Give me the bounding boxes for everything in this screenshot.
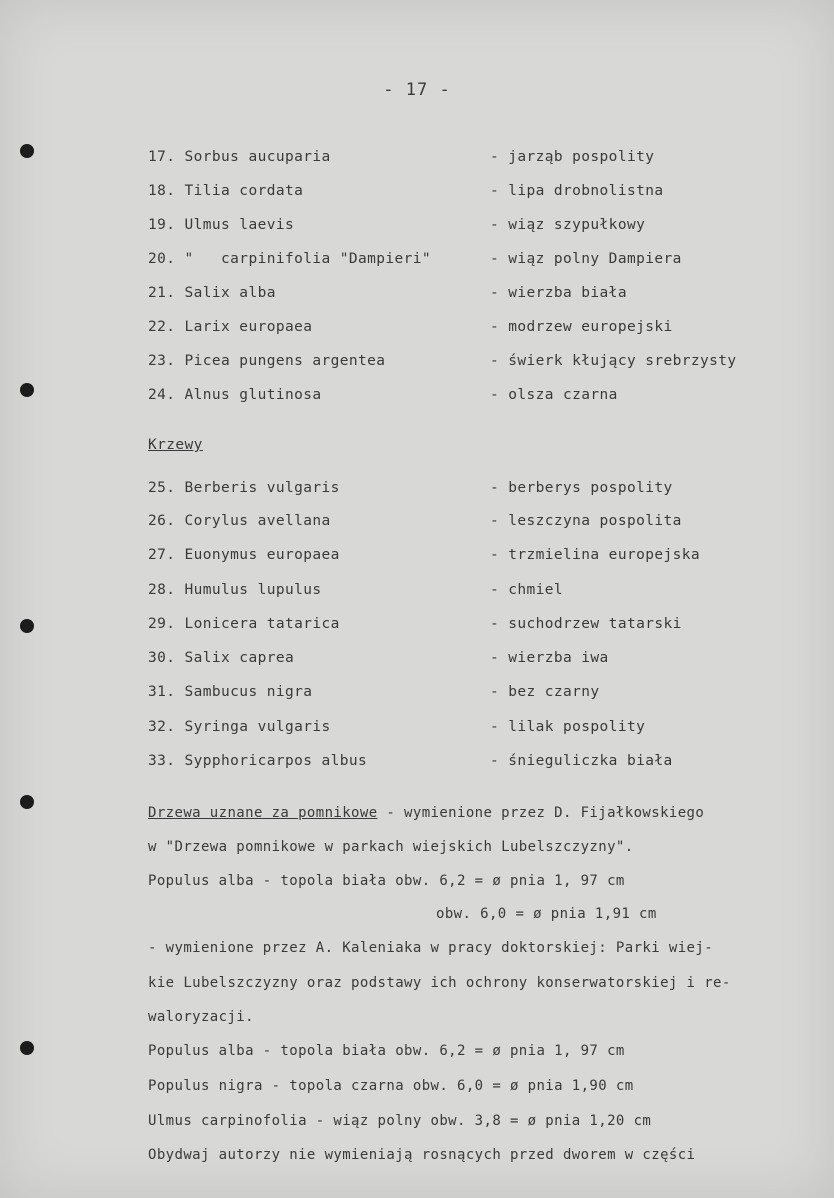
polish-name: - śnieguliczka biała xyxy=(490,753,673,769)
paragraph-line: Populus alba - topola biała obw. 6,2 = ø pnia 1, 97 cm xyxy=(148,1043,625,1059)
item-number: 17. xyxy=(148,149,176,165)
polish-name: - lilak pospolity xyxy=(490,719,646,735)
punch-hole xyxy=(20,1041,34,1055)
polish-name: - wiąz szypułkowy xyxy=(490,217,646,233)
item-number: 31. xyxy=(148,684,176,700)
latin-name: Sypphoricarpos albus xyxy=(184,753,368,769)
item-number: 20. xyxy=(148,251,176,267)
polish-name: - leszczyna pospolita xyxy=(490,513,682,529)
latin-name: Salix caprea xyxy=(184,650,295,666)
polish-name: - bez czarny xyxy=(490,684,600,700)
polish-name: - wiąz polny Dampiera xyxy=(490,251,682,267)
polish-name: - trzmielina europejska xyxy=(490,547,700,563)
polish-name: - jarząb pospolity xyxy=(490,149,655,165)
polish-name: - świerk kłujący srebrzysty xyxy=(490,353,737,369)
latin-name: Salix alba xyxy=(184,285,276,301)
polish-name: - suchodrzew tatarski xyxy=(490,616,682,632)
item-number: 18. xyxy=(148,183,176,199)
item-number: 27. xyxy=(148,547,176,563)
latin-name: Humulus lupulus xyxy=(184,582,322,598)
item-number: 26. xyxy=(148,513,176,529)
latin-name: Corylus avellana xyxy=(184,513,331,529)
latin-name: Alnus glutinosa xyxy=(184,387,322,403)
item-number: 24. xyxy=(148,387,176,403)
item-number: 32. xyxy=(148,719,176,735)
paragraph-line xyxy=(148,805,704,821)
item-number: 28. xyxy=(148,582,176,598)
section-heading-shrubs: Krzewy xyxy=(148,437,203,453)
item-number: 29. xyxy=(148,616,176,632)
paragraph-line: - wymienione przez A. Kaleniaka w pracy doktorskiej: Parki wiej- xyxy=(148,940,714,956)
item-number: 22. xyxy=(148,319,176,335)
paragraph-line: waloryzacji. xyxy=(148,1009,254,1025)
polish-name: - modrzew europejski xyxy=(490,319,673,335)
punch-hole xyxy=(20,383,34,397)
latin-name: Sambucus nigra xyxy=(184,684,313,700)
paragraph-line: obw. 6,0 = ø pnia 1,91 cm xyxy=(436,906,657,922)
item-number: 23. xyxy=(148,353,176,369)
item-number: 30. xyxy=(148,650,176,666)
punch-hole xyxy=(20,795,34,809)
item-number: 19. xyxy=(148,217,176,233)
punch-hole xyxy=(20,619,34,633)
latin-name: Euonymus europaea xyxy=(184,547,340,563)
latin-name: Larix europaea xyxy=(184,319,313,335)
latin-name: Picea pungens argentea xyxy=(184,353,386,369)
paragraph-line: Populus alba - topola biała obw. 6,2 = ø pnia 1, 97 cm xyxy=(148,873,625,889)
latin-name: " carpinifolia "Dampieri" xyxy=(184,251,432,267)
item-number: 21. xyxy=(148,285,176,301)
punch-hole xyxy=(20,144,34,158)
latin-name: Sorbus aucuparia xyxy=(184,149,331,165)
item-number: 25. xyxy=(148,480,176,496)
polish-name: - chmiel xyxy=(490,582,564,598)
paragraph-line: Ulmus carpinofolia - wiąz polny obw. 3,8 = ø pnia 1,20 cm xyxy=(148,1113,652,1129)
paragraph-line: Populus nigra - topola czarna obw. 6,0 = ø pnia 1,90 cm xyxy=(148,1078,634,1094)
polish-name: - olsza czarna xyxy=(490,387,618,403)
paragraph-line: kie Lubelszczyzny oraz podstawy ich ochrony konserwatorskiej i re- xyxy=(148,975,731,991)
latin-name: Lonicera tatarica xyxy=(184,616,340,632)
polish-name: - berberys pospolity xyxy=(490,480,673,496)
polish-name: - wierzba iwa xyxy=(490,650,609,666)
polish-name: - wierzba biała xyxy=(490,285,627,301)
latin-name: Syringa vulgaris xyxy=(184,719,331,735)
item-number: 33. xyxy=(148,753,176,769)
monument-trees-intro: - wymienione przez D. Fijałkowskiego xyxy=(377,805,705,821)
latin-name: Tilia cordata xyxy=(184,183,304,199)
paragraph-line: Obydwaj autorzy nie wymieniają rosnących przed dworem w części xyxy=(148,1147,696,1163)
page-number: - 17 - xyxy=(383,80,451,100)
monument-trees-heading: Drzewa uznane za pomnikowe xyxy=(148,805,378,821)
polish-name: - lipa drobnolistna xyxy=(490,183,664,199)
latin-name: Berberis vulgaris xyxy=(184,480,340,496)
paragraph-line: w "Drzewa pomnikowe w parkach wiejskich Lubelszczyzny". xyxy=(148,839,634,855)
latin-name: Ulmus laevis xyxy=(184,217,295,233)
